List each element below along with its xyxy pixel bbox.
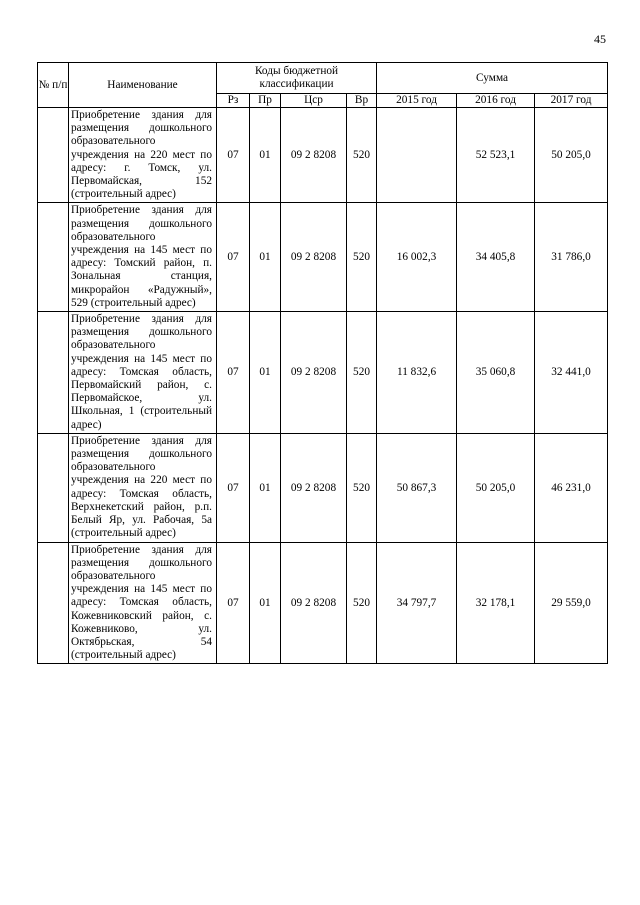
row-rz: 07 bbox=[217, 433, 250, 542]
header-2015: 2015 год bbox=[377, 94, 457, 108]
row-2016: 32 178,1 bbox=[457, 542, 535, 664]
row-2015: 11 832,6 bbox=[377, 312, 457, 434]
row-vr: 520 bbox=[347, 433, 377, 542]
row-2015: 50 867,3 bbox=[377, 433, 457, 542]
row-vr: 520 bbox=[347, 203, 377, 312]
header-csr: Цср bbox=[281, 94, 347, 108]
row-2015 bbox=[377, 108, 457, 203]
row-2017: 50 205,0 bbox=[535, 108, 608, 203]
row-num bbox=[38, 108, 69, 203]
header-row-top bbox=[38, 63, 608, 94]
header-num: № п/п bbox=[38, 63, 69, 108]
row-2016: 34 405,8 bbox=[457, 203, 535, 312]
row-name: Приобретение здания для размещения дошкольного образовательного учреждения на 145 мест по адресу: Томский район, п. Зональная станция, микрорайон «Радужный», 529 (строительный адрес) bbox=[69, 203, 217, 312]
header-2016: 2016 год bbox=[457, 94, 535, 108]
row-2017: 29 559,0 bbox=[535, 542, 608, 664]
row-2016: 50 205,0 bbox=[457, 433, 535, 542]
row-num bbox=[38, 312, 69, 434]
row-num bbox=[38, 433, 69, 542]
header-2017: 2017 год bbox=[535, 94, 608, 108]
row-2017: 46 231,0 bbox=[535, 433, 608, 542]
header-codes: Коды бюджетной классификации bbox=[217, 63, 377, 94]
row-pr: 01 bbox=[250, 542, 281, 664]
table-row bbox=[38, 542, 608, 664]
row-rz: 07 bbox=[217, 542, 250, 664]
row-2016: 35 060,8 bbox=[457, 312, 535, 434]
row-name: Приобретение здания для размещения дошкольного образовательного учреждения на 145 мест по адресу: Томская область, Кожевниковский район, с. Кожевниково, ул. Октябрьская, 54 (строительный адрес) bbox=[69, 542, 217, 664]
row-2017: 31 786,0 bbox=[535, 203, 608, 312]
row-pr: 01 bbox=[250, 108, 281, 203]
row-csr: 09 2 8208 bbox=[281, 433, 347, 542]
row-csr: 09 2 8208 bbox=[281, 203, 347, 312]
header-vr: Вр bbox=[347, 94, 377, 108]
row-num bbox=[38, 542, 69, 664]
table-row bbox=[38, 108, 608, 203]
row-name: Приобретение здания для размещения дошкольного образовательного учреждения на 145 мест по адресу: Томская область, Первомайский район, с. Первомайское, ул. Школьная, 1 (строительный адрес) bbox=[69, 312, 217, 434]
row-pr: 01 bbox=[250, 433, 281, 542]
row-csr: 09 2 8208 bbox=[281, 542, 347, 664]
table-row bbox=[38, 203, 608, 312]
budget-table bbox=[37, 62, 608, 664]
header-name: Наименование bbox=[69, 63, 217, 108]
row-num bbox=[38, 203, 69, 312]
row-rz: 07 bbox=[217, 108, 250, 203]
row-vr: 520 bbox=[347, 542, 377, 664]
table-row bbox=[38, 312, 608, 434]
header-rz: Рз bbox=[217, 94, 250, 108]
row-name: Приобретение здания для размещения дошкольного образовательного учреждения на 220 мест по адресу: Томская область, Верхнекетский район, р.п. Белый Яр, ул. Рабочая, 5а (строительный адрес) bbox=[69, 433, 217, 542]
row-rz: 07 bbox=[217, 203, 250, 312]
row-csr: 09 2 8208 bbox=[281, 312, 347, 434]
row-name: Приобретение здания для размещения дошкольного образовательного учреждения на 220 мест по адресу: г. Томск, ул. Первомайская, 152 (строительный адрес) bbox=[69, 108, 217, 203]
table-row bbox=[38, 433, 608, 542]
page-number: 45 bbox=[594, 32, 606, 46]
row-2015: 16 002,3 bbox=[377, 203, 457, 312]
row-pr: 01 bbox=[250, 312, 281, 434]
header-pr: Пр bbox=[250, 94, 281, 108]
row-csr: 09 2 8208 bbox=[281, 108, 347, 203]
row-vr: 520 bbox=[347, 108, 377, 203]
row-2016: 52 523,1 bbox=[457, 108, 535, 203]
header-sum: Сумма bbox=[377, 63, 608, 94]
row-2017: 32 441,0 bbox=[535, 312, 608, 434]
row-vr: 520 bbox=[347, 312, 377, 434]
row-2015: 34 797,7 bbox=[377, 542, 457, 664]
row-pr: 01 bbox=[250, 203, 281, 312]
row-rz: 07 bbox=[217, 312, 250, 434]
